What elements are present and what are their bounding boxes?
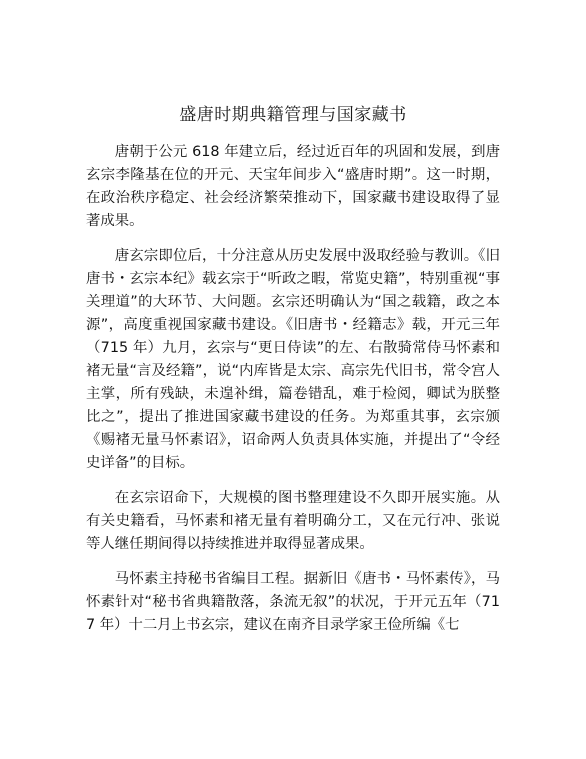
document-body — [86, 141, 500, 649]
document-title: 盛唐时期典籍管理与国家藏书 — [179, 105, 407, 125]
paragraph-3: 在玄宗诏命下，大规模的图书整理建设不久即开展实施。从有关史籍看，马怀素和褚无量有着明确分工，又在元行冲、张说等人继任期间得以持续推进并取得显著成果。 — [86, 490, 500, 552]
paragraph-2: 唐玄宗即位后，十分注意从历史发展中汲取经验与教训。《旧唐书・玄宗本纪》载玄宗于“听政之暇，常览史籍”，特别重视“事关理道”的大环节、大问题。玄宗还明确认为“国之载籍，政之本源”，高度重视国家藏书建设。《旧唐书・经籍志》载，开元三年（715 年）九月，玄宗与“更日侍读”的左、右散骑常侍马怀素和褚无量“言及经籍”，说“内库皆是太宗、高宗先代旧书，常令宫人主掌，所有残缺，未遑补缉，篇卷错乱，难于检阅，卿试为朕整比之”，提出了推进国家藏书建设的任务。为郑重其事，玄宗颁《赐褚无量马怀素诏》，诏命两人负责具体实施，并提出了“令经史详备”的目标。 — [86, 248, 500, 471]
paragraph-1: 唐朝于公元 618 年建立后，经过近百年的巩固和发展，到唐玄宗李隆基在位的开元、天宝年间步入“盛唐时期”。这一时期，在政治秩序稳定、社会经济繁荣推动下，国家藏书建设取得了显著成果。 — [86, 144, 500, 229]
paragraph-4: 马怀素主持秘书省编目工程。据新旧《唐书・马怀素传》，马怀素针对“秘书省典籍散落，条流无叙”的状况，于开元五年（717 年）十二月上书玄宗，建议在南齐目录学家王俭所编《七 — [86, 571, 500, 633]
